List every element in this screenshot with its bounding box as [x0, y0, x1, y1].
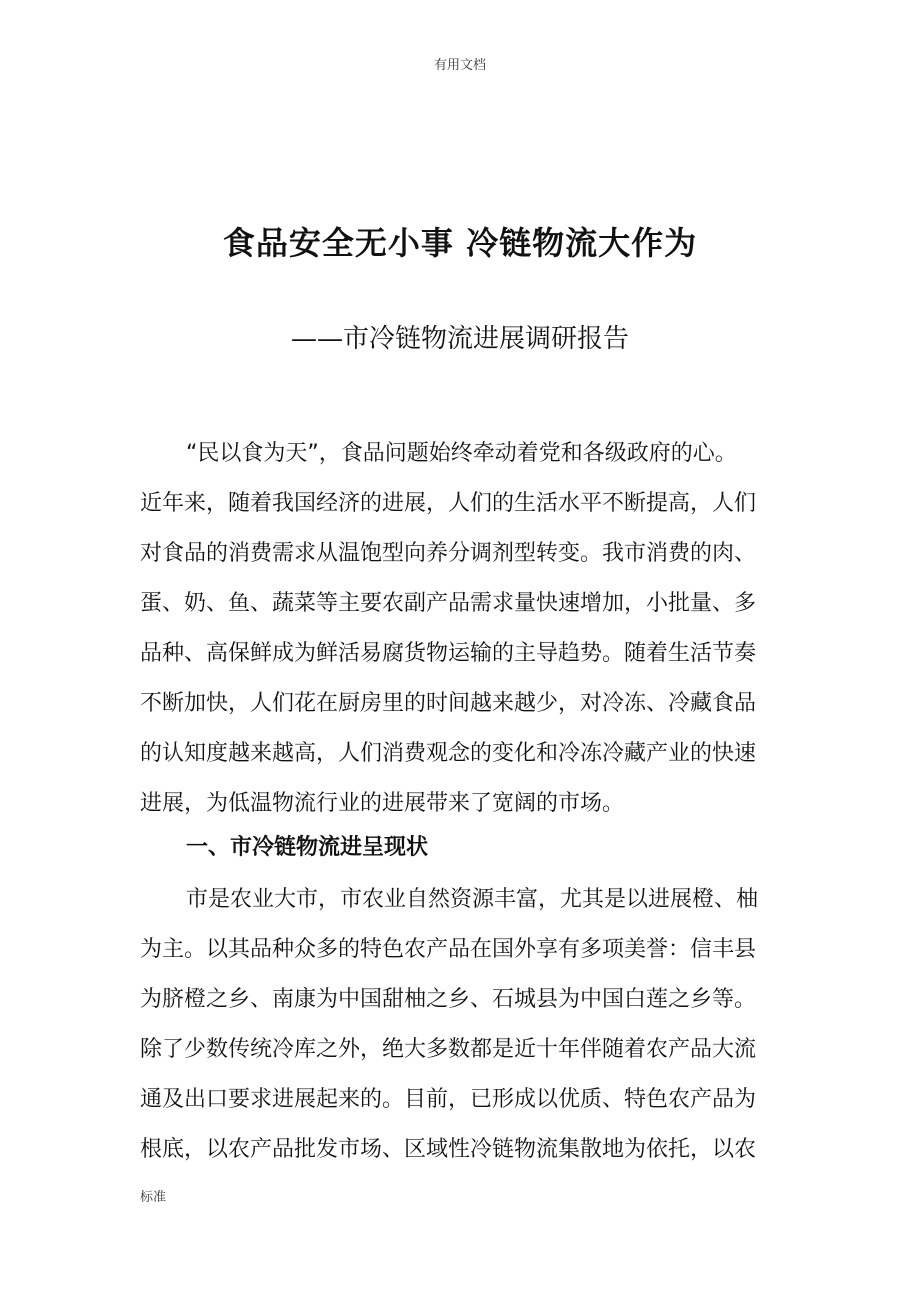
paragraph-line: 品种、高保鲜成为鲜活易腐货物运输的主导趋势。随着生活节奏: [140, 641, 757, 666]
paragraph-line: 市是农业大市，市农业自然资源丰富，尤其是以进展橙、柚: [186, 887, 759, 912]
paragraph-line: 根底，以农产品批发市场、区域性冷链物流集散地为依托，以农: [140, 1137, 757, 1162]
page-header: 有用文档: [433, 58, 486, 73]
paragraph-line: “民以食为天”，食品问题始终牵动着党和各级政府的心。: [186, 441, 737, 466]
paragraph-line: 通及出口要求进展起来的。目前，已形成以优质、特色农产品为: [140, 1087, 757, 1112]
page-footer: 标准: [140, 1190, 167, 1205]
paragraph-line: 蛋、奶、鱼、蔬菜等主要农副产品需求量快速增加，小批量、多: [140, 591, 757, 616]
paragraph-line: 为主。以其品种众多的特色农产品在国外享有多项美誉：信丰县: [140, 937, 757, 962]
paragraph-line: 除了少数传统冷库之外，绝大多数都是近十年伴随着农产品大流: [140, 1037, 757, 1062]
paragraph-line: 的认知度越来越高，人们消费观念的变化和冷冻冷藏产业的快速: [140, 741, 757, 766]
paragraph-line: 对食品的消费需求从温饱型向养分调剂型转变。我市消费的肉、: [140, 541, 757, 566]
section-heading: 一、市冷链物流进呈现状: [186, 835, 429, 860]
paragraph-line: 近年来，随着我国经济的进展，人们的生活水平不断提高，人们: [140, 491, 757, 516]
document-subtitle: ——市冷链物流进展调研报告: [290, 324, 629, 354]
paragraph-line: 不断加快，人们花在厨房里的时间越来越少，对冷冻、冷藏食品: [140, 691, 757, 716]
paragraph-line: 进展，为低温物流行业的进展带来了宽阔的市场。: [140, 791, 625, 816]
paragraph-line: 为脐橙之乡、南康为中国甜柚之乡、石城县为中国白莲之乡等。: [140, 987, 757, 1012]
document-title: 食品安全无小事 冷链物流大作为: [222, 224, 698, 262]
